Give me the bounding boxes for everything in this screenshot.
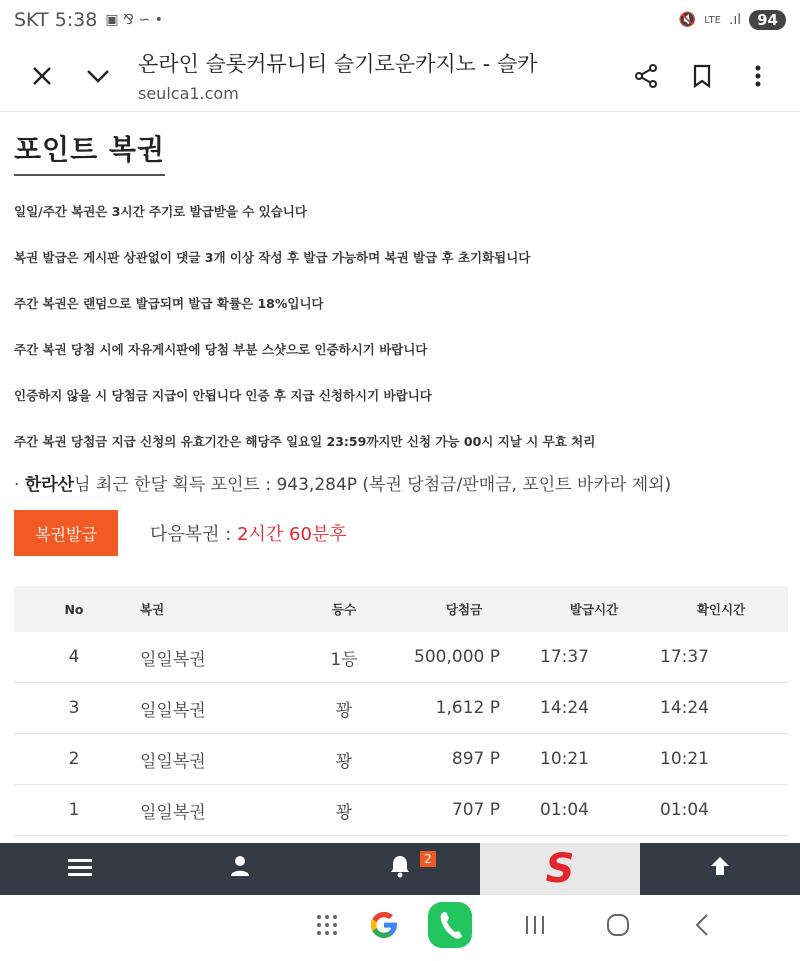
header-checked-time: 확인시간: [654, 586, 788, 632]
google-app-icon[interactable]: [364, 905, 404, 945]
header-prize: 당첨금: [394, 586, 534, 632]
share-icon[interactable]: [618, 48, 674, 104]
chevron-down-icon[interactable]: [70, 48, 126, 104]
cell-issued-time: 01:04: [534, 785, 654, 836]
points-username: 한라산: [24, 475, 75, 495]
cell-no: 3: [14, 683, 134, 734]
browser-url: seulca1.com: [138, 84, 239, 103]
browser-page-title: 온라인 슬롯커뮤니티 슬기로운카지노 - 슬카: [138, 52, 538, 76]
home-icon[interactable]: [600, 905, 636, 945]
cell-no: 4: [14, 632, 134, 683]
table-row: [14, 785, 788, 836]
notifications-button[interactable]: [320, 843, 480, 895]
issue-lottery-button[interactable]: 복권발급: [14, 510, 118, 556]
phone-app-icon[interactable]: [428, 901, 472, 949]
site-bottom-nav: [0, 843, 800, 895]
cell-prize: 1,612 P: [394, 683, 534, 734]
cell-no: 2: [14, 734, 134, 785]
notice-6: 주간 복권 당첨금 지급 신청의 유효기간은 해당주 일요일 23:59까지만 신청 가능 00시 지날 시 무효 처리: [14, 434, 596, 449]
table-row: [14, 734, 788, 785]
header-issued-time: 발급시간: [534, 586, 654, 632]
notice-1: 일일/주간 복권은 3시간 주기로 발급받을 수 있습니다: [14, 204, 307, 219]
cell-prize: 500,000 P: [394, 632, 534, 683]
cell-lottery: 일일복권: [134, 734, 294, 785]
cell-lottery: 일일복권: [134, 683, 294, 734]
close-icon[interactable]: [14, 48, 70, 104]
bookmark-icon[interactable]: [674, 48, 730, 104]
monthly-points-line: [14, 470, 671, 495]
cell-rank: 1등: [294, 632, 394, 683]
signal-lte: LTE: [704, 14, 721, 26]
signal-icon: .ıl: [728, 12, 742, 28]
table-header-row: [14, 586, 788, 632]
mute-icon: 🔇: [678, 12, 697, 28]
cell-issued-time: 14:24: [534, 683, 654, 734]
cell-lottery: 일일복권: [134, 785, 294, 836]
cell-no: 1: [14, 785, 134, 836]
cell-checked-time: 14:24: [654, 683, 788, 734]
browser-toolbar: [0, 40, 800, 112]
recent-apps-icon[interactable]: [520, 905, 550, 945]
next-lottery-label: 다음복권 :: [150, 524, 238, 545]
cell-checked-time: 10:21: [654, 734, 788, 785]
cell-prize: 897 P: [394, 734, 534, 785]
lottery-history-table: [14, 586, 788, 836]
cell-rank: 꽝: [294, 734, 394, 785]
main-content: [14, 112, 788, 823]
battery-badge: 94: [749, 10, 786, 30]
next-lottery-time: 2시간 60분후: [237, 524, 347, 545]
status-notification-icons: ▣ ⅋ ∽ •: [105, 12, 163, 28]
notification-badge: 2: [420, 851, 436, 867]
next-lottery-info: [150, 520, 347, 546]
app-drawer-icon[interactable]: [312, 905, 342, 945]
cell-issued-time: 10:21: [534, 734, 654, 785]
scroll-top-button[interactable]: [640, 843, 800, 895]
site-logo: S: [545, 846, 575, 892]
cell-checked-time: 17:37: [654, 632, 788, 683]
system-nav-bar: [0, 895, 800, 961]
menu-button[interactable]: [0, 843, 160, 895]
bell-icon: [389, 854, 411, 884]
status-left: [14, 9, 163, 31]
page-title: 포인트 복권: [14, 128, 165, 176]
menu-icon: [68, 855, 92, 883]
browser-title-area[interactable]: [126, 48, 618, 103]
points-text: 님 최근 한달 획득 포인트 : 943,284P (복권 당첨금/판매금, 포인트 바카라 제외): [74, 475, 672, 495]
cell-rank: 꽝: [294, 683, 394, 734]
status-time: SKT 5:38: [14, 9, 98, 31]
arrow-up-icon: [709, 855, 731, 883]
user-icon: [230, 855, 250, 883]
header-no: No: [14, 586, 134, 632]
cell-rank: 꽝: [294, 785, 394, 836]
table-row: [14, 632, 788, 683]
notice-5: 인증하지 않을 시 당첨금 지급이 안됩니다 인증 후 지급 신청하시기 바랍니다: [14, 388, 432, 403]
more-vert-icon[interactable]: [730, 48, 786, 104]
status-bar: [0, 0, 800, 40]
header-lottery: 복권: [134, 586, 294, 632]
site-logo-button[interactable]: [480, 843, 640, 895]
table-row: [14, 683, 788, 734]
cell-checked-time: 01:04: [654, 785, 788, 836]
notice-3: 주간 복권은 랜덤으로 발급되며 발급 확률은 18%입니다: [14, 296, 324, 311]
notice-4: 주간 복권 당첨 시에 자유게시판에 당첨 부분 스샷으로 인증하시기 바랍니다: [14, 342, 428, 357]
cell-issued-time: 17:37: [534, 632, 654, 683]
back-icon[interactable]: [684, 905, 720, 945]
points-prefix: ·: [14, 475, 25, 495]
profile-button[interactable]: [160, 843, 320, 895]
status-right: [679, 10, 786, 30]
cell-lottery: 일일복권: [134, 632, 294, 683]
cell-prize: 707 P: [394, 785, 534, 836]
notice-2: 복권 발급은 게시판 상관없이 댓글 3개 이상 작성 후 발급 가능하며 복권 발급 후 초기화됩니다: [14, 250, 531, 265]
header-rank: 등수: [294, 586, 394, 632]
